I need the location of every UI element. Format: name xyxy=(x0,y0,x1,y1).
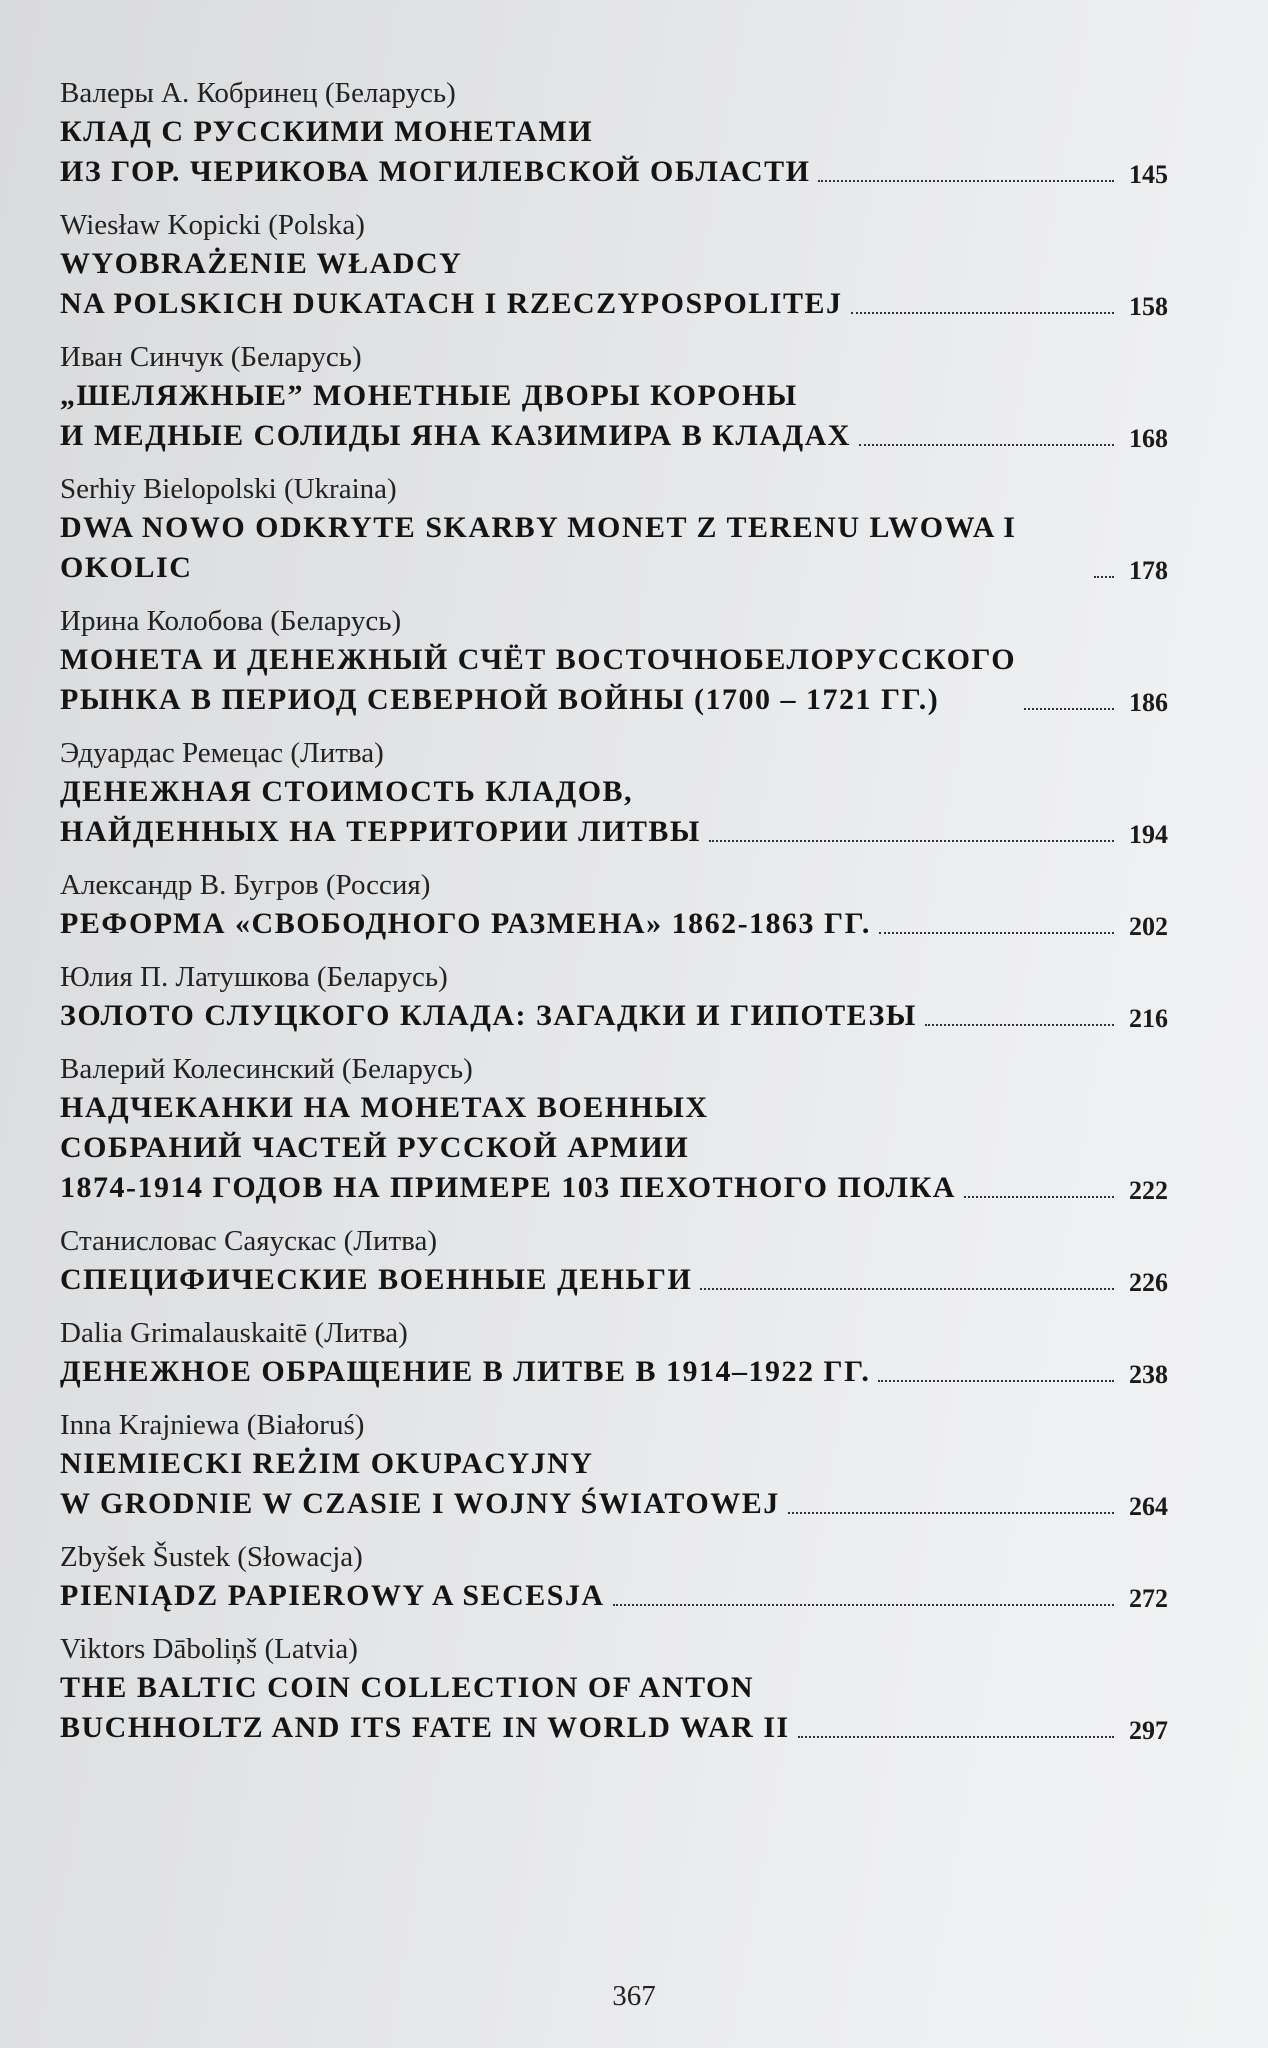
toc-entry-title: ДЕНЕЖНОЕ ОБРАЩЕНИЕ В ЛИТВЕ В 1914–1922 ГГ. xyxy=(60,1355,871,1388)
toc-entry-page-number: 238 xyxy=(1129,1360,1168,1389)
toc-entry-title-row xyxy=(60,508,1168,588)
toc-entry-title-row xyxy=(60,772,1168,852)
toc-entry-title-row xyxy=(60,112,1168,192)
toc-entry xyxy=(60,1314,1168,1392)
toc-entry-page-number: 194 xyxy=(1129,820,1168,849)
toc-entry-page-number: 216 xyxy=(1129,1004,1168,1033)
toc-entry-page-number: 186 xyxy=(1129,688,1168,717)
toc-entry-page-number: 202 xyxy=(1129,912,1168,941)
toc-entry-page-number: 178 xyxy=(1129,556,1168,585)
toc-entry-page-number: 222 xyxy=(1129,1176,1168,1205)
toc-entry xyxy=(60,206,1168,324)
toc-entry-author: Zbyšek Šustek (Słowacja) xyxy=(60,1541,363,1573)
toc-entry-page-number: 264 xyxy=(1129,1492,1168,1521)
dot-leader xyxy=(700,1288,1114,1290)
toc-entry xyxy=(60,1538,1168,1616)
toc-entry-author: Ирина Колобова (Беларусь) xyxy=(60,605,402,637)
toc-entry-author: Станисловас Саяускас (Литва) xyxy=(60,1225,437,1257)
toc-entry-title-row xyxy=(60,376,1168,456)
dot-leader xyxy=(613,1604,1114,1606)
toc-entry-author: Inna Krajniewa (Białoruś) xyxy=(60,1409,365,1441)
toc-entry xyxy=(60,1050,1168,1208)
toc-entry-author: Viktors Dāboliņš (Latvia) xyxy=(60,1633,358,1665)
toc-entry xyxy=(60,1222,1168,1300)
toc-entry-title-row xyxy=(60,1088,1168,1208)
dot-leader xyxy=(788,1512,1114,1514)
toc-entry xyxy=(60,74,1168,192)
toc-entry-author: Wiesław Kopicki (Polska) xyxy=(60,209,365,241)
toc-entry-title: МОНЕТА И ДЕНЕЖНЫЙ СЧЁТ ВОСТОЧНОБЕЛОРУССКОГО РЫНКА В ПЕРИОД СЕВЕРНОЙ ВОЙНЫ (1700 – 1721 ГГ.) xyxy=(60,643,1017,716)
toc-entry-author: Иван Синчук (Беларусь) xyxy=(60,341,362,373)
toc-entry-title: WYOBRAŻENIE WŁADCY NA POLSKICH DUKATACH I RZECZYPOSPOLITEJ xyxy=(60,247,843,320)
dot-leader xyxy=(798,1736,1114,1738)
toc-entry-title: РЕФОРМА «СВОБОДНОГО РАЗМЕНА» 1862-1863 ГГ. xyxy=(60,907,871,940)
toc-entry xyxy=(60,734,1168,852)
toc-entry xyxy=(60,602,1168,720)
toc-entry-page-number: 145 xyxy=(1129,160,1168,189)
toc-entry-title-row xyxy=(60,1260,1168,1300)
toc-entry-author: Serhiy Bielopolski (Ukraina) xyxy=(60,473,397,505)
toc-entry-author: Dalia Grimalauskaitē (Литва) xyxy=(60,1317,408,1349)
toc-entry-title-row xyxy=(60,640,1168,720)
toc-entry-page-number: 158 xyxy=(1129,292,1168,321)
toc-entry xyxy=(60,958,1168,1036)
toc-entry-title: PIENIĄDZ PAPIEROWY A SECESJA xyxy=(60,1579,605,1612)
toc-entry-title-row xyxy=(60,1444,1168,1524)
toc-entry-author: Юлия П. Латушкова (Беларусь) xyxy=(60,961,448,993)
dot-leader xyxy=(818,180,1114,182)
toc-entry-author: Александр В. Бугров (Россия) xyxy=(60,869,431,901)
toc-entry-title: ЗОЛОТО СЛУЦКОГО КЛАДА: ЗАГАДКИ И ГИПОТЕЗЫ xyxy=(60,999,917,1032)
dot-leader xyxy=(878,1380,1114,1382)
toc-entry-title-row xyxy=(60,244,1168,324)
toc-entry-title: THE BALTIC COIN COLLECTION OF ANTON BUCHHOLTZ AND ITS FATE IN WORLD WAR II xyxy=(60,1671,790,1744)
toc-entry xyxy=(60,470,1168,588)
toc-entry-title: NIEMIECKI REŻIM OKUPACYJNY W GRODNIE W CZASIE I WOJNY ŚWIATOWEJ xyxy=(60,1447,780,1520)
toc-entry-page-number: 226 xyxy=(1129,1268,1168,1297)
toc-entry-title-row xyxy=(60,1352,1168,1392)
dot-leader xyxy=(709,840,1114,842)
toc-entry-title-row xyxy=(60,1576,1168,1616)
toc-entry xyxy=(60,1406,1168,1524)
toc-entry-page-number: 168 xyxy=(1129,424,1168,453)
toc-entry-title: „ШЕЛЯЖНЫЕ” МОНЕТНЫЕ ДВОРЫ КОРОНЫ И МЕДНЫЕ СОЛИДЫ ЯНА КАЗИМИРА В КЛАДАХ xyxy=(60,379,851,452)
toc-entry-title: DWA NOWO ODKRYTE SKARBY MONET Z TERENU LWOWA I OKOLIC xyxy=(60,511,1017,584)
toc-entry-title: ДЕНЕЖНАЯ СТОИМОСТЬ КЛАДОВ, НАЙДЕННЫХ НА ТЕРРИТОРИИ ЛИТВЫ xyxy=(60,775,701,848)
dot-leader xyxy=(859,444,1114,446)
toc-entry-author: Валерий Колесинский (Беларусь) xyxy=(60,1053,473,1085)
toc-entry-page-number: 272 xyxy=(1129,1584,1168,1613)
dot-leader xyxy=(851,312,1115,314)
toc-entry-title-row xyxy=(60,904,1168,944)
dot-leader xyxy=(1094,576,1114,578)
dot-leader xyxy=(925,1024,1114,1026)
page-number-footer: 367 xyxy=(612,1980,656,2012)
dot-leader xyxy=(1024,708,1114,710)
dot-leader xyxy=(964,1196,1114,1198)
toc-entry-title: НАДЧЕКАНКИ НА МОНЕТАХ ВОЕННЫХ СОБРАНИЙ ЧАСТЕЙ РУССКОЙ АРМИИ 1874-1914 ГОДОВ НА ПРИМЕРЕ 103 ПЕХОТНОГО ПОЛКА xyxy=(60,1091,956,1204)
toc-entry-title-row xyxy=(60,996,1168,1036)
toc-entry-title: СПЕЦИФИЧЕСКИЕ ВОЕННЫЕ ДЕНЬГИ xyxy=(60,1263,693,1296)
table-of-contents xyxy=(60,74,1168,1748)
toc-entry xyxy=(60,866,1168,944)
toc-entry xyxy=(60,338,1168,456)
toc-entry-page-number: 297 xyxy=(1129,1716,1168,1745)
toc-entry-author: Эдуардас Ремецас (Литва) xyxy=(60,737,384,769)
toc-entry-author: Валеры А. Кобринец (Беларусь) xyxy=(60,77,456,109)
toc-entry-title-row xyxy=(60,1668,1168,1748)
dot-leader xyxy=(879,932,1114,934)
toc-entry xyxy=(60,1630,1168,1748)
toc-entry-title: КЛАД С РУССКИМИ МОНЕТАМИ ИЗ ГОР. ЧЕРИКОВА МОГИЛЕВСКОЙ ОБЛАСТИ xyxy=(60,115,811,188)
